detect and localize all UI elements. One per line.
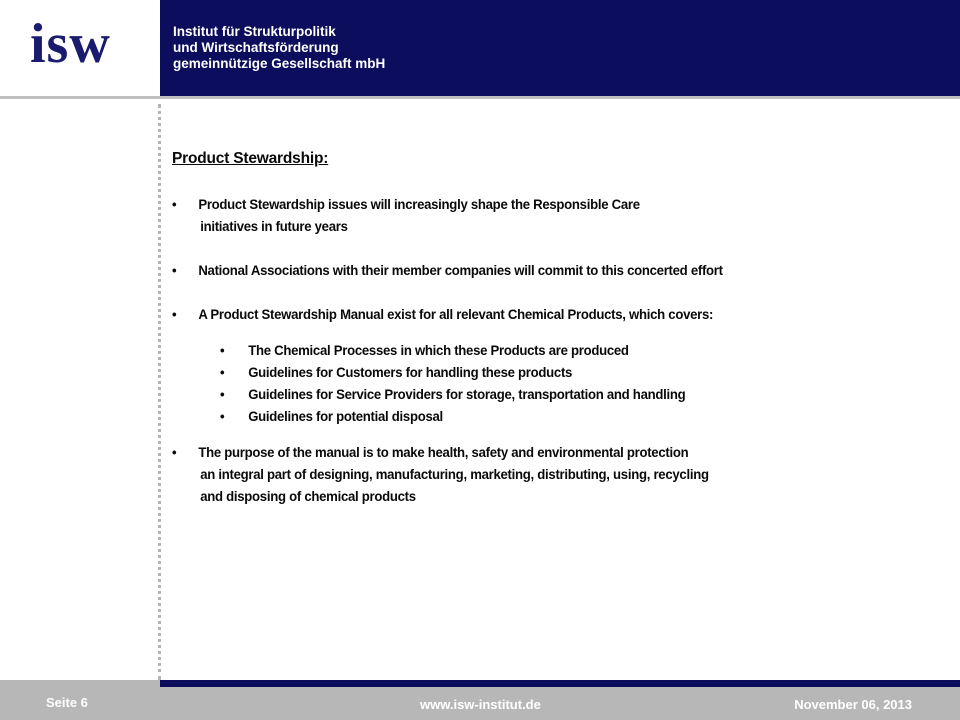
slide-content	[172, 150, 932, 507]
bullet-dot: •	[172, 262, 177, 278]
bullet-text-cont: an integral part of designing, manufacturing, marketing, distributing, using, recycling	[200, 466, 709, 482]
institute-name	[173, 24, 385, 72]
dotted-divider	[158, 104, 161, 680]
header-line-2: und Wirtschaftsförderung	[173, 40, 339, 55]
slide-date: November 06, 2013	[794, 697, 912, 712]
header-line-1: Institut für Strukturpolitik	[173, 24, 336, 39]
header-bar	[160, 0, 960, 96]
bullet-dot: •	[220, 408, 225, 424]
sub-bullet-text: Guidelines for potential disposal	[248, 408, 443, 424]
slide-heading: Product Stewardship:	[172, 150, 329, 167]
page-number: Seite 6	[46, 695, 88, 710]
sub-bullet-item	[220, 339, 889, 361]
bullet-item	[172, 441, 886, 507]
bullet-item	[172, 303, 886, 325]
bullet-text: The purpose of the manual is to make health, safety and environmental protection	[198, 444, 689, 460]
sub-bullet-item	[220, 383, 889, 405]
bullet-dot: •	[220, 342, 225, 358]
logo-area	[0, 0, 160, 96]
sub-bullet-text: The Chemical Processes in which these Products are produced	[248, 342, 629, 358]
header-separator	[0, 96, 960, 99]
bullet-dot: •	[172, 196, 177, 212]
bullet-text-cont: and disposing of chemical products	[200, 488, 416, 504]
sub-bullet-text: Guidelines for Customers for handling these products	[248, 364, 573, 380]
website-link[interactable]: www.isw-institut.de	[420, 697, 541, 712]
header-line-3: gemeinnützige Gesellschaft mbH	[173, 56, 386, 71]
bullet-text: National Associations with their member companies will commit to this concerted effort	[198, 262, 723, 278]
bullet-text: A Product Stewardship Manual exist for all relevant Chemical Products, which covers:	[198, 306, 714, 322]
bullet-dot: •	[172, 444, 177, 460]
bullet-dot: •	[220, 364, 225, 380]
sub-bullet-list	[220, 339, 932, 427]
bullet-item	[172, 259, 886, 281]
isw-logo: isw	[30, 13, 111, 75]
sub-bullet-item	[220, 361, 889, 383]
bullet-item	[172, 193, 886, 237]
sub-bullet-item	[220, 405, 889, 427]
sub-bullet-text: Guidelines for Service Providers for storage, transportation and handling	[248, 386, 686, 402]
bullet-text: Product Stewardship issues will increasingly shape the Responsible Care	[198, 196, 640, 212]
footer-accent	[160, 680, 960, 687]
bullet-dot: •	[220, 386, 225, 402]
bullet-text-cont: initiatives in future years	[200, 218, 348, 234]
bullet-dot: •	[172, 306, 177, 322]
